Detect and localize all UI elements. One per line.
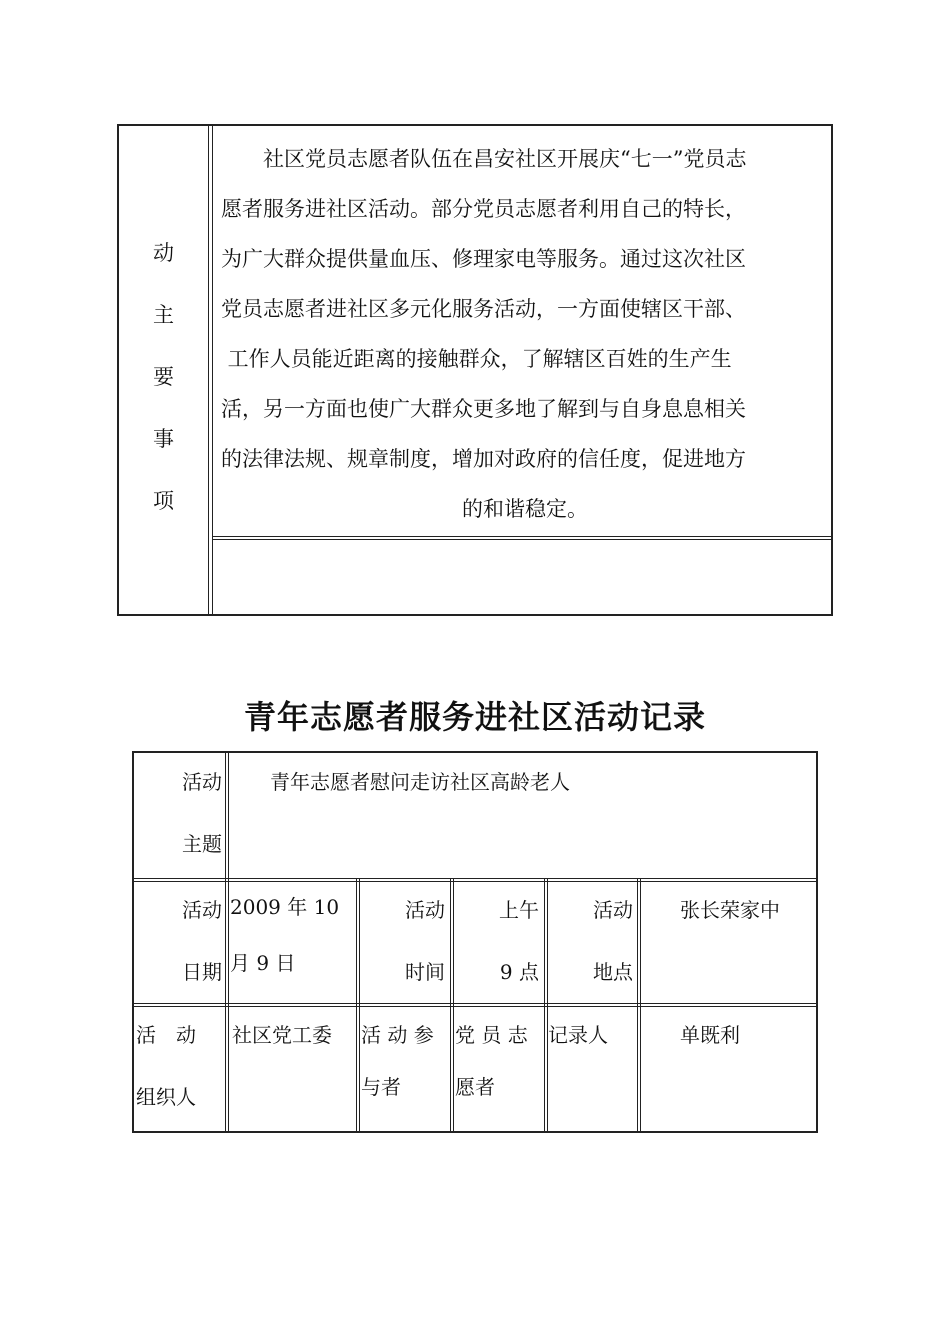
label-char: 项 — [153, 489, 174, 513]
table-divider — [228, 751, 229, 1133]
recorder-value: 单既利 — [680, 1023, 740, 1047]
participants-value — [455, 1004, 543, 1113]
label-char: 要 — [153, 365, 174, 389]
date-label — [132, 879, 222, 1003]
table-divider — [212, 126, 213, 614]
time-value-line: 上午 — [499, 898, 539, 922]
table-divider — [212, 539, 831, 540]
main-items-label — [119, 222, 208, 532]
time-label — [361, 879, 445, 1003]
theme-label — [132, 751, 222, 875]
participants-value-line: 愿者 — [455, 1075, 495, 1099]
table-divider — [208, 126, 209, 614]
description-line: 愿者服务进社区活动。部分党员志愿者利用自己的特长， — [221, 197, 746, 221]
activity-description — [221, 134, 829, 534]
label-char: 事 — [153, 427, 174, 451]
table-divider — [356, 879, 357, 1133]
place-value: 张长荣家中 — [680, 898, 780, 922]
time-label-line: 活动 — [405, 898, 445, 922]
theme-value: 青年志愿者慰问走访社区高龄老人 — [270, 770, 570, 794]
table-divider — [359, 879, 360, 1133]
description-line: 为广大群众提供量血压、修理家电等服务。通过这次社区 — [221, 247, 746, 271]
date-label-line: 日期 — [182, 960, 222, 984]
label-char: 主 — [153, 303, 174, 327]
place-label-line: 地点 — [593, 960, 633, 984]
organizer-value: 社区党工委 — [232, 1023, 332, 1047]
table-divider — [544, 879, 545, 1133]
place-label — [549, 879, 633, 1003]
table-divider — [212, 536, 831, 537]
page-title: 青年志愿者服务进社区活动记录 — [243, 698, 706, 736]
organizer-label-line: 活 动 — [136, 1023, 196, 1047]
description-line: 的和谐稳定。 — [462, 497, 588, 521]
participants-value-line: 党 员 志 — [455, 1023, 528, 1047]
time-value-line: 9 点 — [499, 960, 539, 984]
description-line: 的法律法规、规章制度，增加对政府的信任度，促进地方 — [221, 447, 746, 471]
table-divider — [225, 751, 226, 1133]
description-line: 社区党员志愿者队伍在昌安社区开展庆“七一”党员志 — [221, 147, 747, 171]
activity-content-table — [117, 124, 833, 616]
date-value-line: 月 9 日 — [230, 951, 296, 975]
table-divider — [640, 879, 641, 1133]
theme-label-line: 主题 — [182, 832, 222, 856]
activity-record-table — [132, 751, 818, 1133]
theme-label-line: 活动 — [182, 770, 222, 794]
organizer-label-line: 组织人 — [136, 1085, 196, 1109]
recorder-label: 记录人 — [548, 1023, 608, 1047]
description-line: 工作人员能近距离的接触群众，了解辖区百姓的生产生 — [221, 347, 732, 371]
place-label-line: 活动 — [593, 898, 633, 922]
participants-label-line: 活 动 参 — [361, 1023, 434, 1047]
participants-label — [361, 1004, 449, 1113]
date-value-line: 2009 年 10 — [230, 895, 340, 919]
time-label-line: 时间 — [405, 960, 445, 984]
table-divider — [450, 879, 451, 1133]
table-divider — [637, 879, 638, 1133]
time-value — [455, 879, 539, 1003]
organizer-label — [136, 1004, 222, 1128]
date-value — [230, 879, 356, 991]
date-label-line: 活动 — [182, 898, 222, 922]
description-line: 党员志愿者进社区多元化服务活动，一方面使辖区干部、 — [221, 297, 746, 321]
description-line: 活，另一方面也使广大群众更多地了解到与自身息息相关 — [221, 397, 746, 421]
label-char: 动 — [153, 241, 174, 265]
participants-label-line: 与者 — [361, 1075, 401, 1099]
table-divider — [453, 879, 454, 1133]
